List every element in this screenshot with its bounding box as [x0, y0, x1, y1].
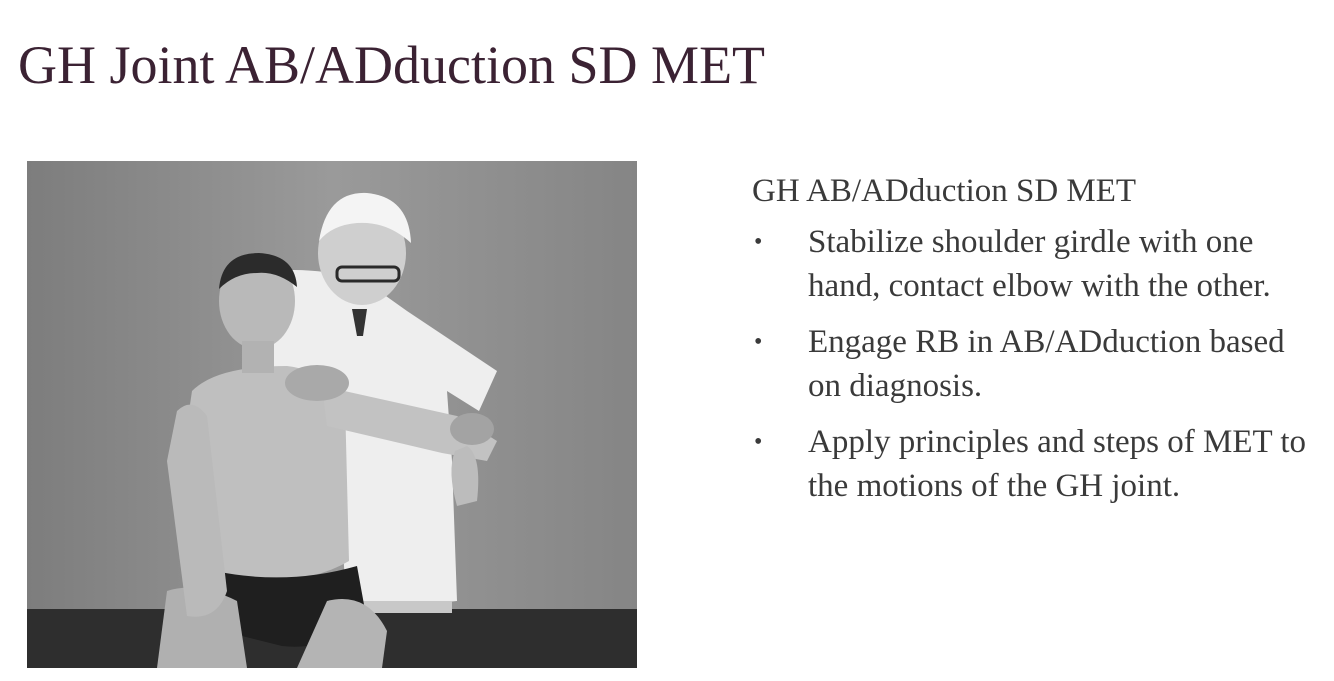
list-item	[752, 220, 1322, 308]
slide-title: GH Joint AB/ADduction SD MET	[18, 35, 766, 95]
content-heading: GH AB/ADduction SD MET	[752, 173, 1137, 209]
bullet-icon: •	[754, 429, 763, 455]
bullet-list	[752, 220, 1322, 508]
list-item	[752, 320, 1322, 408]
bullet-text: Engage RB in AB/ADduction based on diagnosis.	[808, 324, 1285, 404]
bullet-icon: •	[754, 229, 763, 255]
bullet-text: Stabilize shoulder girdle with one hand, contact elbow with the other.	[808, 224, 1271, 304]
bullet-text: Apply principles and steps of MET to the motions of the GH joint.	[808, 424, 1306, 504]
photo-icon	[27, 161, 637, 668]
list-item	[752, 420, 1322, 508]
bullet-icon: •	[754, 329, 763, 355]
content-panel	[752, 168, 1322, 520]
